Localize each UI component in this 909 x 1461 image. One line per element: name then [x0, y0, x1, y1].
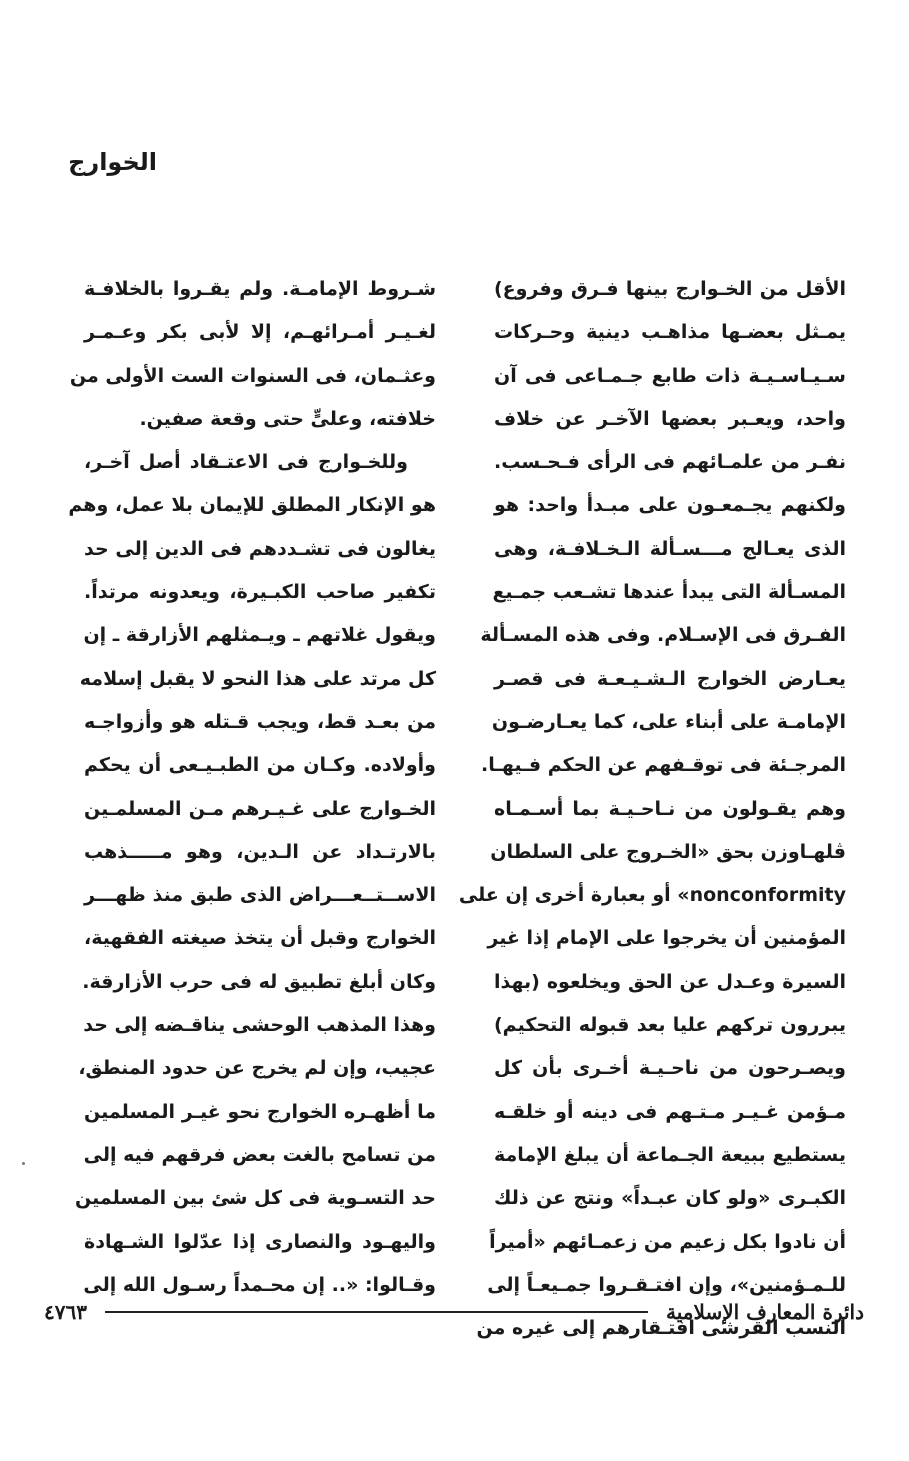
- text-line: الذى يعـالج مـــسـألة الـخـلافـة، وهى: [494, 537, 846, 560]
- text-line: واحد، ويعـبر بعضها الآخـر عن خلاف: [494, 407, 846, 430]
- page-number: ٤٧٦٣: [44, 1300, 87, 1324]
- margin-speck: [22, 1162, 25, 1165]
- text-line: خلافته، وعلىٍّ حتى وقعة صفين.: [139, 407, 436, 430]
- footer-rule: [105, 1311, 648, 1313]
- text-line: سـيـاسـيـة ذات طابع جـمـاعى فى آن: [494, 364, 846, 387]
- text-column-right: [458, 268, 846, 1350]
- text-line: nonconformity» أو بعبارة أخرى إن على: [458, 884, 846, 907]
- text-line: وهم يقـولون من نـاحـيـة بما أسـمـاه: [494, 797, 846, 820]
- text-line: عجيب، وإن لم يخرج عن حدود المنطق،: [78, 1057, 436, 1080]
- running-header-title: الخوارج: [68, 148, 157, 176]
- text-line: مـؤمن غـيـر مـتـهم فى دينه أو خلقـه: [494, 1100, 846, 1123]
- text-line: يغالون فى تشـددهم فى الدين إلى حد: [84, 537, 436, 560]
- text-line: لغـيـر أمـرائهـم، إلا لأبى بكر وعـمـر: [84, 321, 436, 344]
- text-line: النسب القرشى افتـقارهم إلى غيره من: [476, 1317, 846, 1340]
- text-line: واليهـود والنصارى إذا عدّلوا الشـهادة: [84, 1230, 436, 1253]
- text-line: المرجـئة فى توقـفهم عن الحكم فـيهـا.: [481, 754, 846, 777]
- text-line: السيرة وعـدل عن الحق ويخلعوه (بهذا: [494, 970, 846, 993]
- text-line: الإمامـة على أبناء على، كما يعـارضـون: [491, 710, 846, 733]
- text-line: أن نادوا بكل زعيم من زعمـائهم «أميراً: [489, 1230, 846, 1253]
- footer-source-title: دائرة المعارف الإسلامية: [666, 1300, 864, 1324]
- text-line: من تسامح بالغت بعض فرقهم فيه إلى: [83, 1143, 436, 1166]
- text-line: كل مرتد على هذا النحو لا يقبل إسلامه: [79, 667, 436, 690]
- text-line: ڤلهـاوزن بحق «الخـروج على السلطان: [490, 840, 846, 863]
- text-line: وعثـمان، فى السنوات الست الأولى من: [69, 364, 436, 387]
- text-line: يبررون تركهم عليا بعد قبوله التحكيم): [494, 1014, 846, 1037]
- text-line: وقـالوا: «.. إن محـمداً رسـول الله إلى: [83, 1273, 436, 1296]
- text-line: الخوارج وقبل أن يتخذ صيغته الفقهية،: [84, 927, 436, 950]
- text-line: وهذا المذهب الوحشى يناقـضه إلى حد: [83, 1014, 436, 1037]
- text-line: ما أظهـره الخوارج نحو غيـر المسلمين: [84, 1100, 436, 1123]
- text-line: الأقل من الخـوارج بينها فـرق وفروع): [494, 278, 846, 300]
- text-line: الكبـرى «ولو كان عبـداً» ونتج عن ذلك: [494, 1187, 846, 1210]
- text-line: وللخـوارج فى الاعتـقاد أصل آخـر،: [84, 451, 408, 474]
- text-line: من بعـد قط، ويجب قـتله هو وأزواجـه: [84, 710, 436, 733]
- text-line: الفـرق فى الإسـلام. وفى هذه المسـألة: [480, 624, 846, 647]
- text-line: وكان أبلغ تطبيق له فى حرب الأزارقة.: [82, 970, 436, 993]
- text-line: هو الإنكار المطلق للإيمان بلا عمل، وهم: [68, 494, 436, 517]
- page-footer: [44, 1292, 864, 1332]
- text-line: الخـوارج على غـيـرهم مـن المسلمـين: [84, 797, 436, 820]
- text-line: الاســتــعـــراض الذى طبق منذ ظهـــر: [84, 884, 436, 907]
- text-line: حد التسـوية فى كل شئ بين المسلمين: [75, 1187, 436, 1210]
- text-column-left: [68, 268, 436, 1307]
- text-line: ويصـرحون من ناحـيـة أخـرى بأن كل: [494, 1057, 846, 1080]
- text-line: المسـألة التى يبدأ عندها تشـعب جمـيع: [492, 581, 846, 604]
- text-line: يستطيع ببيعة الجـماعة أن يبلغ الإمامة: [494, 1143, 846, 1166]
- text-line: يمـثل بعضـها مذاهـب دينية وحـركات: [494, 321, 846, 344]
- text-line: نفـر من علمـائهم فى الرأى فـحـسب.: [494, 451, 846, 474]
- text-line: وأولاده. وكـان من الطبـيـعى أن يحكم: [84, 754, 436, 777]
- text-line: ولكنهم يجـمعـون على مبـدأ واحد: هو: [494, 494, 846, 517]
- text-line: شـروط الإمامـة. ولم يقـروا بالخلافـة: [84, 278, 436, 300]
- text-line: للـمـؤمنين»، وإن افتـقـروا جمـيعـاً إلى: [487, 1273, 846, 1296]
- text-line: المؤمنين أن يخرجوا على الإمام إذا غير: [487, 927, 846, 950]
- text-line: يعـارض الخوارج الـشـيـعـة فى قصـر: [494, 667, 846, 690]
- text-line: تكفير صاحب الكبـيرة، ويعدونه مرتداً.: [84, 581, 436, 604]
- text-line: بالارتـداد عن الـدين، وهو مـــــذهب: [84, 840, 436, 863]
- text-line: ويقول غلاتهم ـ ويـمثلهم الأزارقة ـ إن: [83, 624, 436, 647]
